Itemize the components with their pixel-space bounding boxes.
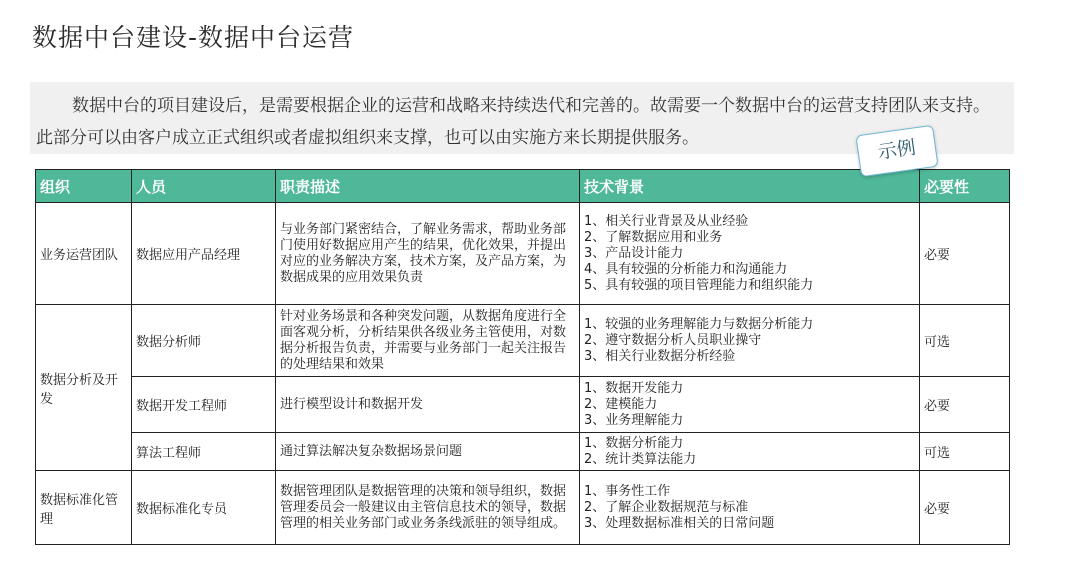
header-necessity: 必要性 — [920, 170, 1010, 203]
org-cell: 数据分析及开发 — [36, 305, 132, 471]
skill-item: 5、具有较强的项目管理能力和组织能力 — [584, 277, 814, 293]
role-cell: 数据应用产品经理 — [132, 203, 276, 305]
skill-item: 1、数据开发能力 — [584, 380, 684, 396]
header-skills: 技术背景 — [580, 170, 920, 203]
skill-item: 1、相关行业背景及从业经验 — [584, 213, 749, 229]
header-org: 组织 — [36, 170, 132, 203]
role-cell: 算法工程师 — [132, 433, 276, 471]
org-cell: 数据标准化管理 — [36, 471, 132, 545]
skill-item: 2、了解数据应用和业务 — [584, 229, 723, 245]
skill-item: 2、建模能力 — [584, 396, 658, 412]
table-row — [36, 377, 1010, 433]
skill-item: 1、较强的业务理解能力与数据分析能力 — [584, 316, 814, 332]
skill-item: 2、统计类算法能力 — [584, 451, 697, 467]
duty-cell: 进行模型设计和数据开发 — [276, 377, 580, 433]
skills-cell — [580, 203, 920, 305]
header-duty: 职责描述 — [276, 170, 580, 203]
role-cell: 数据开发工程师 — [132, 377, 276, 433]
duty-cell: 与业务部门紧密结合，了解业务需求，帮助业务部门使用好数据应用产生的结果，优化效果，并提出对应的业务解决方案，技术方案，及产品方案，为数据成果的应用效果负责 — [276, 203, 580, 305]
skill-item: 1、事务性工作 — [584, 483, 671, 499]
necessity-cell: 可选 — [920, 433, 1010, 471]
necessity-cell: 必要 — [920, 471, 1010, 545]
skills-cell — [580, 377, 920, 433]
table-row — [36, 471, 1010, 545]
org-cell: 业务运营团队 — [36, 203, 132, 305]
page-title: 数据中台建设-数据中台运营 — [32, 23, 355, 52]
role-cell: 数据标准化专员 — [132, 471, 276, 545]
necessity-cell: 必要 — [920, 203, 1010, 305]
role-cell: 数据分析师 — [132, 305, 276, 377]
skills-cell — [580, 433, 920, 471]
skills-cell — [580, 305, 920, 377]
intro-paragraph: 数据中台的项目建设后，是需要根据企业的运营和战略来持续迭代和完善的。故需要一个数据中台的运营支持团队来支持。此部分可以由客户成立正式组织或者虚拟组织来支撑，也可以由实施方来长期提供服务。 — [30, 82, 1014, 154]
skill-item: 1、数据分析能力 — [584, 435, 684, 451]
operations-team-table — [35, 169, 1010, 545]
skill-item: 4、具有较强的分析能力和沟通能力 — [584, 261, 788, 277]
necessity-cell: 必要 — [920, 377, 1010, 433]
duty-cell: 针对业务场景和各种突发问题，从数据角度进行全面客观分析，分析结果供各级业务主管使用，对数据分析报告负责，并需要与业务部门一起关注报告的处理结果和效果 — [276, 305, 580, 377]
duty-cell: 通过算法解决复杂数据场景问题 — [276, 433, 580, 471]
table-row — [36, 203, 1010, 305]
skill-item: 3、业务理解能力 — [584, 412, 684, 428]
table-row — [36, 305, 1010, 377]
necessity-cell: 可选 — [920, 305, 1010, 377]
skill-item: 2、遵守数据分析人员职业操守 — [584, 332, 762, 348]
table-row — [36, 433, 1010, 471]
duty-cell: 数据管理团队是数据管理的决策和领导组织，数据管理委员会一般建议由主管信息技术的领导，数据管理的相关业务部门或业务条线派驻的领导组成。 — [276, 471, 580, 545]
header-role: 人员 — [132, 170, 276, 203]
skill-item: 3、产品设计能力 — [584, 245, 684, 261]
skill-item: 3、相关行业数据分析经验 — [584, 348, 736, 364]
skill-item: 2、了解企业数据规范与标准 — [584, 499, 749, 515]
skill-item: 3、处理数据标准相关的日常问题 — [584, 515, 775, 531]
skills-cell — [580, 471, 920, 545]
example-stamp: 示例 — [855, 125, 938, 177]
